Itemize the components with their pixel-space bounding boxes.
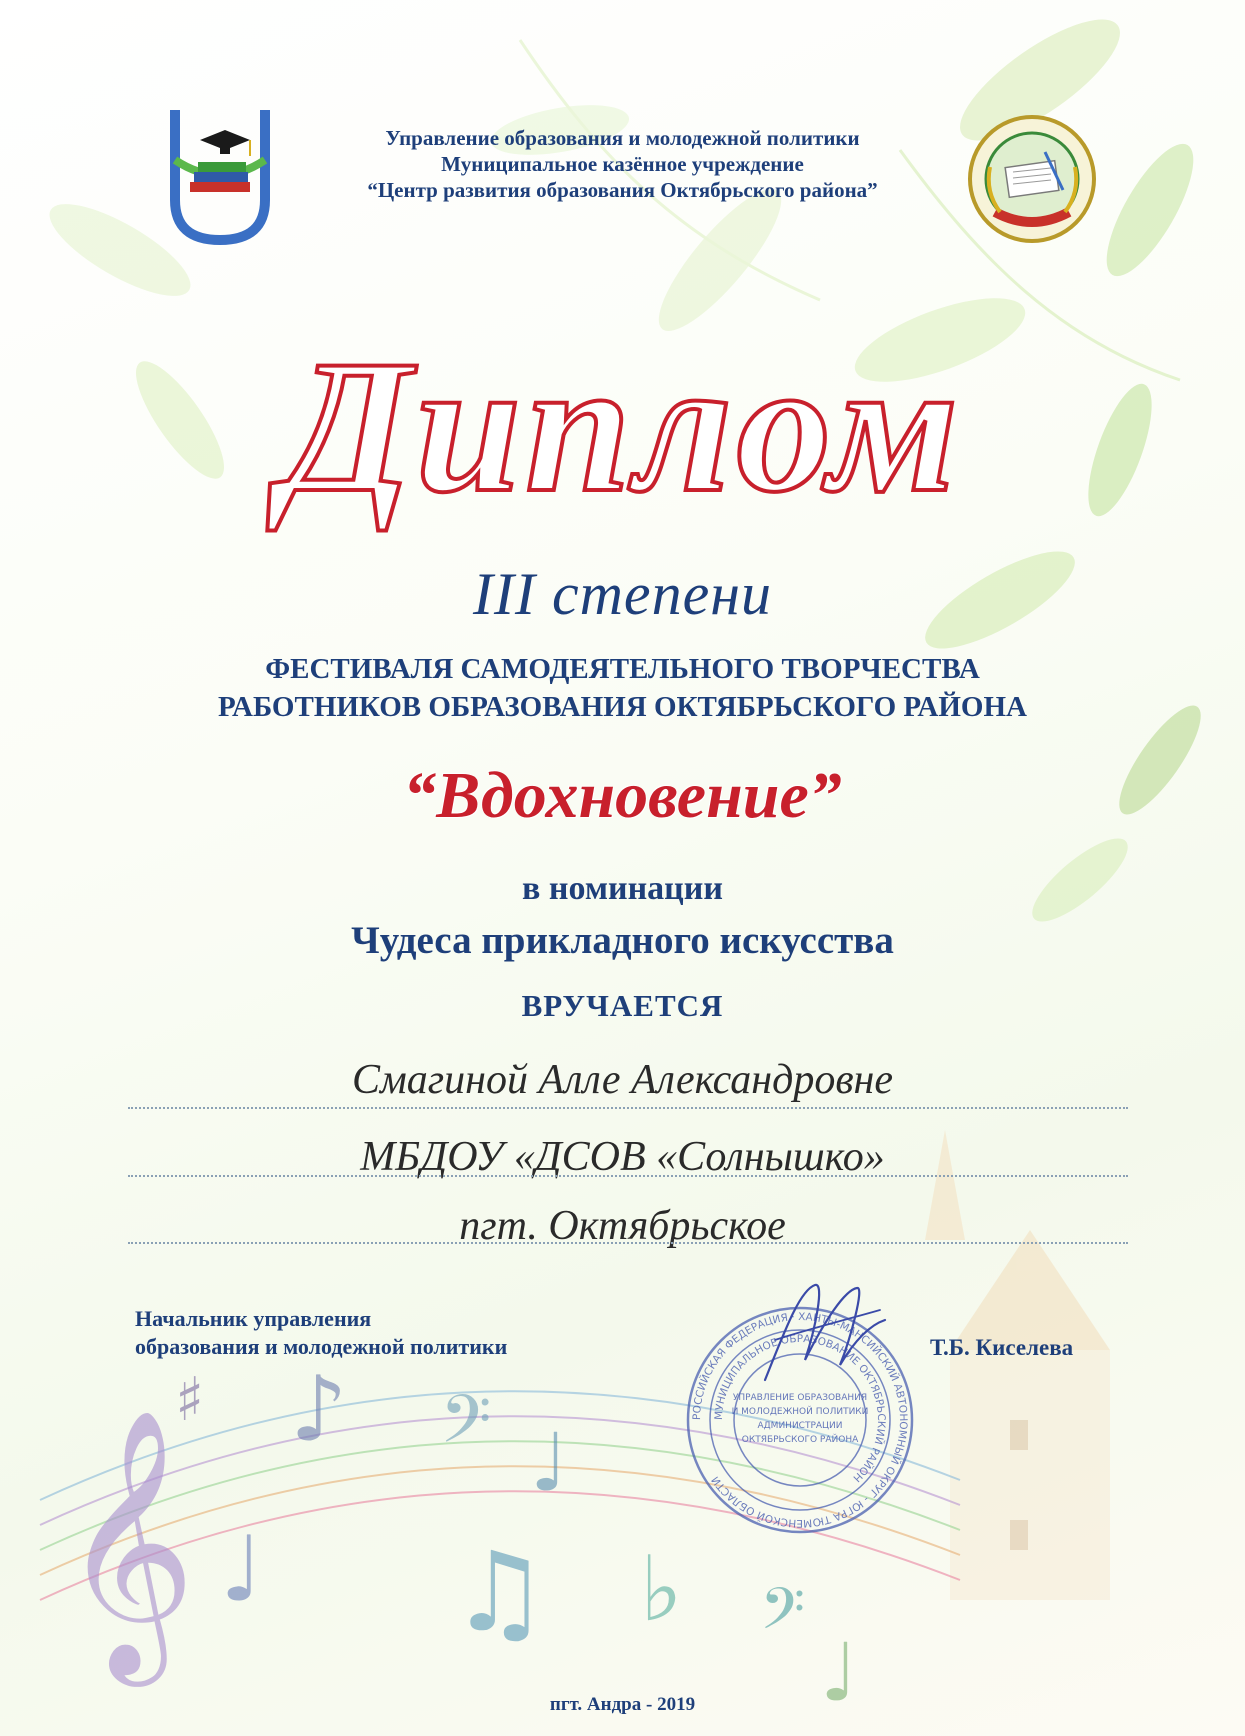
svg-text:♪: ♪: [290, 1357, 348, 1462]
svg-text:♭: ♭: [640, 1537, 683, 1642]
handwritten-signature: [745, 1270, 895, 1400]
org-name-line-1: Управление образования и молодежной политики: [385, 126, 860, 150]
svg-text:♩: ♩: [530, 1416, 568, 1509]
org-name-line-2: Муниципальное казённое учреждение: [441, 152, 804, 176]
stamp-center-line: ОКТЯБРЬСКОГО РАЙОНА: [741, 1435, 859, 1445]
dotted-divider: [128, 1175, 1128, 1177]
svg-text:♫: ♫: [450, 1528, 549, 1656]
nomination-value: Чудеса прикладного искусства: [351, 919, 894, 962]
position-line-1: Начальник управления: [135, 1306, 372, 1331]
festival-title: [0, 650, 1245, 726]
footer-place-year: пгт. Андра - 2019: [549, 1694, 696, 1715]
awarded-label: ВРУЧАЕТСЯ: [521, 988, 724, 1023]
position-line-2: образования и молодежной политики: [135, 1334, 508, 1359]
building-decoration: [925, 1130, 1110, 1600]
svg-text:♩: ♩: [220, 1517, 263, 1622]
dotted-divider: [128, 1107, 1128, 1109]
signatory-name: Т.Б. Киселева: [930, 1335, 1074, 1360]
stamp-ring-text: МУНИЦИПАЛЬНОЕ ОБРАЗОВАНИЕ ОКТЯБРЬСКИЙ РАЙОН: [712, 1332, 888, 1485]
diploma-title-block: [0, 330, 1245, 540]
degree-text: III степени: [473, 561, 772, 627]
svg-text:𝄢: 𝄢: [760, 1575, 806, 1657]
svg-text:𝄢: 𝄢: [440, 1381, 492, 1474]
festival-name: “Вдохновение”: [403, 759, 842, 832]
recipient-organization: МБДОУ «ДСОВ «Солнышко»: [360, 1134, 885, 1180]
dotted-divider: [128, 1242, 1128, 1244]
signatory-position: [135, 1305, 507, 1361]
diploma-title: Диплом: [281, 330, 963, 532]
recipient-settlement: пгт. Октябрьское: [459, 1203, 786, 1249]
organization-header: [0, 125, 1245, 203]
stamp-center-line: И МОЛОДЕЖНОЙ ПОЛИТИКИ: [731, 1407, 869, 1417]
festival-line-1: ФЕСТИВАЛЯ САМОДЕЯТЕЛЬНОГО ТВОРЧЕСТВА: [265, 653, 980, 685]
festival-line-2: РАБОТНИКОВ ОБРАЗОВАНИЯ ОКТЯБРЬСКОГО РАЙОНА: [218, 691, 1027, 723]
svg-text:♩: ♩: [820, 1626, 858, 1719]
stamp-outer-text: РОССИЙСКАЯ ФЕДЕРАЦИЯ · ХАНТЫ-МАНСИЙСКИЙ АВТОНОМНЫЙ ОКРУГ - ЮГРА ТЮМЕНСКОЙ ОБЛАСТИ: [690, 1310, 910, 1530]
nomination-label: в номинации: [522, 870, 723, 907]
stamp-center-line: АДМИНИСТРАЦИИ: [757, 1421, 843, 1431]
svg-text:𝄞: 𝄞: [60, 1408, 196, 1675]
diploma-title-svg: [0, 330, 1245, 540]
svg-text:♯: ♯: [175, 1365, 205, 1435]
stamp-center-line: УПРАВЛЕНИЕ ОБРАЗОВАНИЯ: [732, 1393, 868, 1403]
org-name-line-3: “Центр развития образования Октябрьского района”: [367, 178, 878, 202]
recipient-name: Смагиной Алле Александровне: [351, 1057, 894, 1103]
